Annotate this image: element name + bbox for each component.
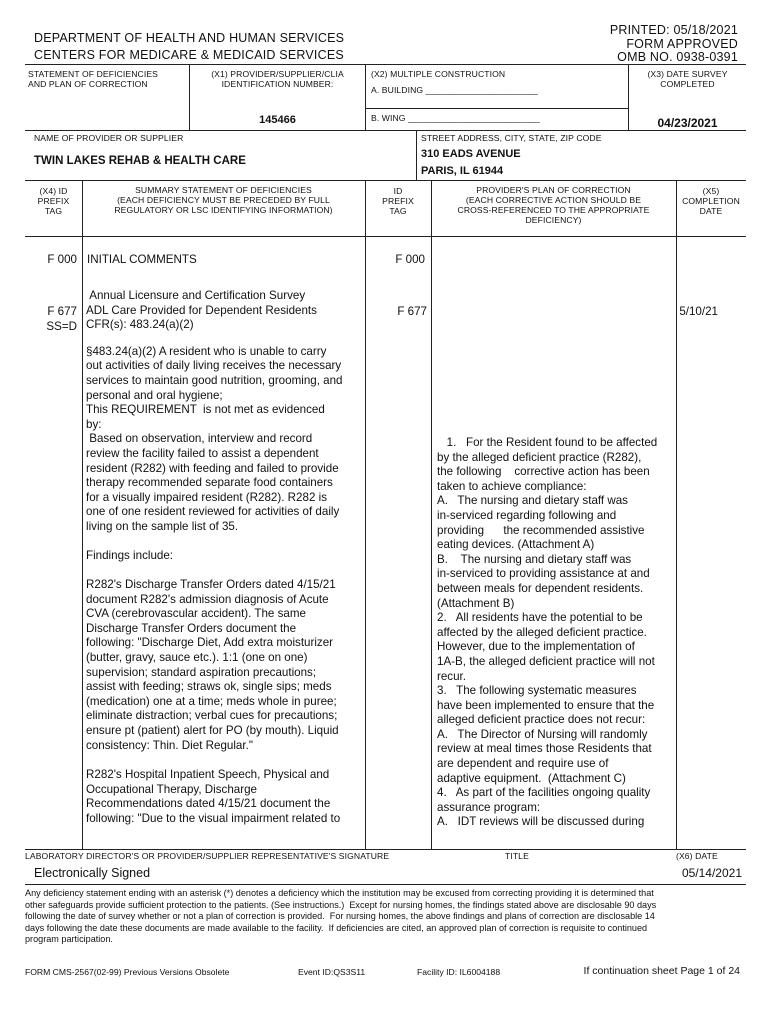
title-label: TITLE: [505, 851, 529, 861]
deficiency-column: [86, 289, 364, 827]
provider-block-bottom-rule: [25, 180, 746, 181]
divider: [365, 64, 366, 130]
form-approved: FORM APPROVED: [626, 37, 738, 51]
wing-rule: [365, 108, 628, 109]
column-divider: [431, 180, 432, 849]
discharge-orders-text: R282's Discharge Transfer Orders dated 4/15/21 document R282's admission diagnosis of Acute CVA (cerebrovascular accident). The same Discharge Transfer Orders document the following: "Discharge Diet, Add extra moisturizer (butter, gravy, sauce etc.). 1:1 (one on one) supervision; standard aspiration precautions; assist with feeding; straws ok, single sips; meds (medication) one at a time; meds whole in puree; eliminate distraction; verbal cues for precautions; ensure pt (patient) alert for PO (by mouth). Liquid consistency: Thin. Diet Regular.": [86, 578, 339, 752]
x2-building: A. BUILDING _______________________: [371, 85, 538, 95]
agency-name-line2: CENTERS FOR MEDICARE & MEDICAID SERVICES: [34, 48, 344, 62]
x1-label: (X1) PROVIDER/SUPPLIER/CLIA IDENTIFICATION NUMBER:: [211, 69, 344, 89]
x2-wing: B. WING ___________________________: [371, 113, 540, 123]
tag-f677: F 677: [47, 305, 77, 318]
tag-f000: F 000: [47, 253, 77, 266]
header-rule: [25, 64, 746, 65]
x3-value: 04/23/2021: [657, 116, 718, 130]
id-block-bottom-rule: [25, 130, 746, 131]
findings-label: Findings include:: [86, 548, 174, 562]
column-divider: [82, 180, 83, 849]
column-header-rule: [25, 236, 746, 237]
plan-header: PROVIDER'S PLAN OF CORRECTION (EACH CORRECTIVE ACTION SHOULD BE CROSS-REFERENCED TO THE APPROPRIATE DEFICIENCY): [457, 185, 650, 225]
signature-date: 05/14/2021: [681, 866, 742, 880]
signature-label: LABORATORY DIRECTOR'S OR PROVIDER/SUPPLIER REPRESENTATIVE'S SIGNATURE: [25, 851, 390, 861]
disclosure-notice: Any deficiency statement ending with an asterisk (*) denotes a deficiency which the institution may be excused from correcting providing it is determined that other safeguards provide sufficient protection to the patients. (See instructions.) Except for nursing homes, the findings stated above are disclosable 90 days following the date of survey whether or not a plan of correction is provided. For nursing homes, the above findings and plans of correction are disclosable 14 days following the date these documents are made available to the facility. If deficiencies are cited, an approved plan of correction is requisite to continued program participation.: [25, 888, 657, 945]
regulation-text: §483.24(a)(2) A resident who is unable to carry out activities of daily living receives the necessary services to maintain good nutrition, grooming, and personal and oral hygiene; This REQUIREMENT is not met as evidenced by: Based on observation, interview and record review the facility failed to assist a dependent resident (R282) with feeding and failed to provide therapy recommended separate food containers for a visually impaired resident (R282). R282 is one of one resident reviewed for activities of daily living on the sample list of 35.: [86, 344, 343, 533]
date-label: (X6) DATE: [676, 851, 718, 861]
omb-number: OMB NO. 0938-0391: [617, 50, 738, 64]
plan-of-correction-column: [437, 436, 675, 830]
event-id: Event ID:QS3S11: [298, 967, 366, 977]
completion-date: 5/10/21: [679, 305, 718, 318]
statement-label: STATEMENT OF DEFICIENCIES AND PLAN OF CORRECTION: [28, 69, 158, 89]
x2-label: (X2) MULTIPLE CONSTRUCTION: [371, 69, 506, 79]
form-number: FORM CMS-2567(02-99) Previous Versions Obsolete: [25, 967, 230, 977]
facility-id: Facility ID: IL6004188: [417, 967, 501, 977]
address-line1: 310 EADS AVENUE: [421, 148, 521, 160]
provider-name: TWIN LAKES REHAB & HEALTH CARE: [34, 155, 246, 167]
id-header: ID PREFIX TAG: [382, 186, 414, 216]
agency-name-line1: DEPARTMENT OF HEALTH AND HUMAN SERVICES: [34, 31, 345, 45]
deficiency-heading: Annual Licensure and Certification Survey ADL Care Provided for Dependent Residents CFR(s): 483.24(a)(2): [86, 289, 317, 332]
address-line2: PARIS, IL 61944: [421, 165, 504, 177]
provider-name-label: NAME OF PROVIDER OR SUPPLIER: [34, 133, 184, 143]
plan-of-correction-text: 1. For the Resident found to be affected by the alleged deficient practice (R282), the following corrective action has been taken to achieve compliance: A. The nursing and dietary staff was in-serviced regarding following and providing the recommended assistive eating devices. (Attachment A) B. The nursing and dietary staff was in-serviced to providing assistance at and between meals for dependent residents. (Attachment B) 2. All residents have the potential to be affected by the alleged deficient practice. However, due to the implementation of 1A-B, the alleged deficient practice will not recur. 3. The following systematic measures have been implemented to ensure that the alleged deficient practice does not recur: A. The Director of Nursing will randomly review at meal times those Residents that are dependent and require use of adaptive equipment. (Attachment C) 4. As part of the facilities ongoing quality assurance program: A. IDT reviews will be discussed during: [437, 436, 658, 829]
x5-header: (X5) COMPLETION DATE: [682, 186, 740, 216]
id-f677: F 677: [397, 305, 427, 318]
hospital-recommendations-text: R282's Hospital Inpatient Speech, Physical and Occupational Therapy, Discharge Recommendations dated 4/15/21 document the following: "Due to the visual impairment related to: [86, 768, 341, 825]
x4-header: (X4) ID PREFIX TAG: [37, 186, 70, 216]
address-label: STREET ADDRESS, CITY, STATE, ZIP CODE: [421, 133, 602, 143]
id-f000: F 000: [395, 253, 425, 266]
x1-value: 145466: [259, 114, 296, 126]
divider: [416, 130, 417, 180]
scope-severity: SS=D: [46, 320, 77, 333]
page-indicator: If continuation sheet Page 1 of 24: [583, 965, 740, 977]
initial-comments-heading: INITIAL COMMENTS: [87, 253, 197, 266]
x3-label: (X3) DATE SURVEY COMPLETED: [647, 69, 728, 89]
column-divider: [676, 180, 677, 849]
summary-header: SUMMARY STATEMENT OF DEFICIENCIES (EACH DEFICIENCY MUST BE PRECEDED BY FULL REGULATORY OR LSC IDENTIFYING INFORMATION): [114, 185, 333, 215]
signature-value: Electronically Signed: [34, 866, 151, 880]
signature-bottom-rule: [25, 884, 746, 885]
column-divider: [365, 180, 366, 849]
signature-top-rule: [25, 849, 746, 850]
printed-date: PRINTED: 05/18/2021: [609, 23, 738, 37]
